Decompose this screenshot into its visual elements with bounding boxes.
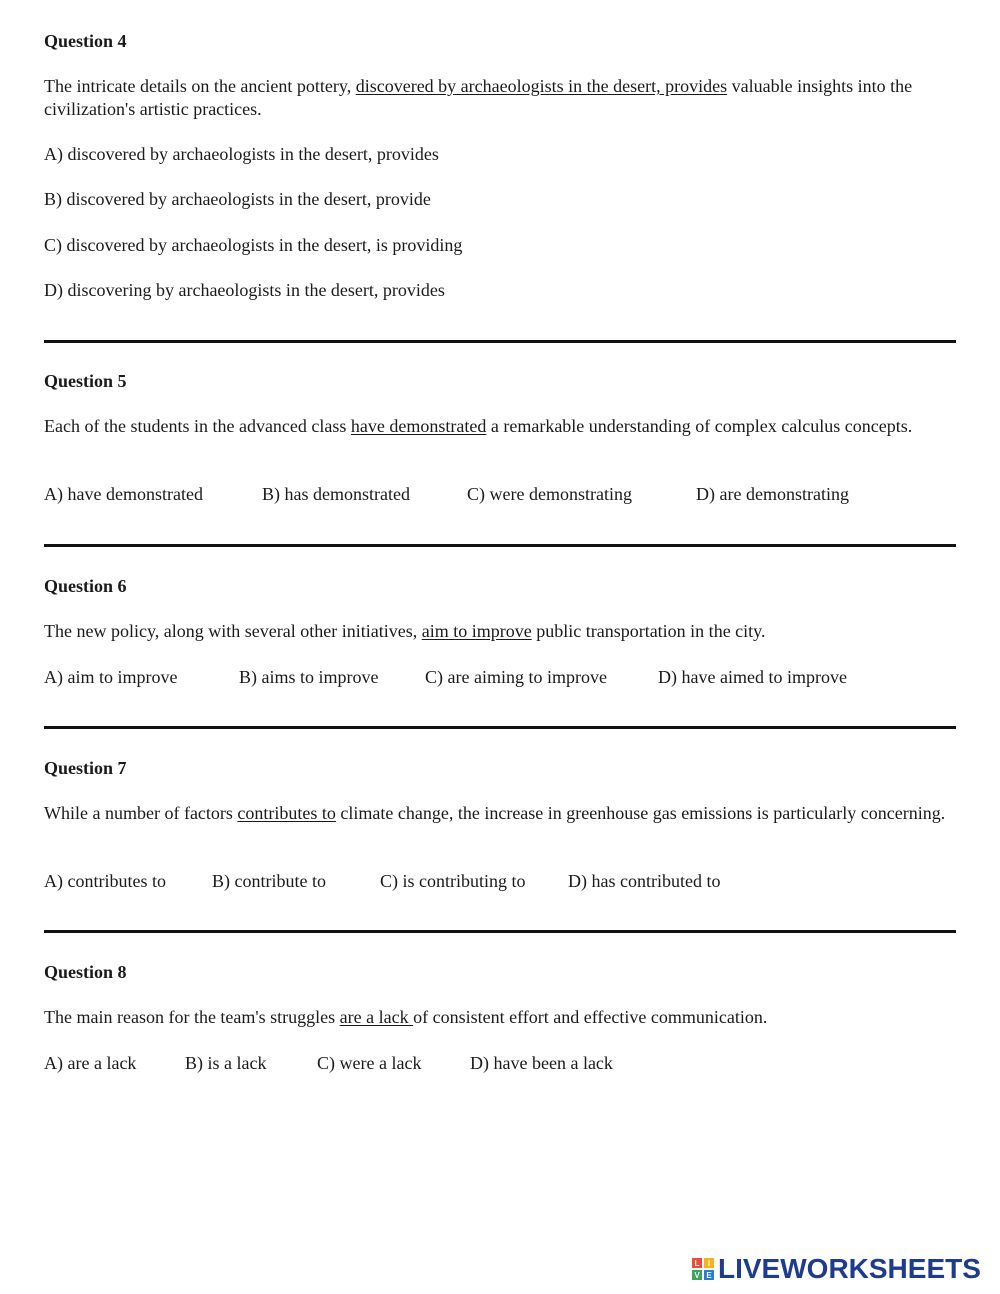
underlined-phrase: aim to improve [421, 621, 532, 641]
option-d[interactable]: D) discovering by archaeologists in the desert, provides [44, 280, 445, 300]
section-divider [44, 340, 956, 343]
question-8 [44, 961, 956, 1073]
stem-text: Each of the students in the advanced class [44, 416, 351, 436]
brand-name: LIVEWORKSHEETS [718, 1253, 981, 1284]
question-title: Question 8 [44, 962, 127, 982]
option-c[interactable]: C) are aiming to improve [425, 667, 607, 687]
option-c[interactable]: C) discovered by archaeologists in the desert, is providing [44, 235, 463, 255]
question-stem [44, 415, 956, 438]
option-b[interactable]: B) has demonstrated [262, 484, 410, 504]
question-stem [44, 802, 956, 825]
options-row [44, 666, 956, 688]
stem-text: The intricate details on the ancient pottery, [44, 76, 356, 96]
logo-letter: L [692, 1258, 702, 1268]
option-b[interactable]: B) is a lack [185, 1053, 267, 1073]
option-a[interactable]: A) aim to improve [44, 667, 178, 687]
options-row [44, 870, 956, 892]
question-title: Question 5 [44, 371, 127, 391]
option-d[interactable]: D) are demonstrating [696, 484, 849, 504]
option-c[interactable]: C) were a lack [317, 1053, 422, 1073]
question-7 [44, 757, 956, 891]
question-stem [44, 75, 956, 121]
stem-text: public transportation in the city. [531, 621, 766, 641]
section-divider [44, 930, 956, 933]
option-d[interactable]: D) have aimed to improve [658, 667, 847, 687]
question-stem [44, 620, 956, 643]
option-c[interactable]: C) is contributing to [380, 871, 526, 891]
logo-letter: E [704, 1270, 714, 1280]
question-stem [44, 1006, 956, 1029]
underlined-phrase: have demonstrated [350, 416, 487, 436]
question-6 [44, 575, 956, 687]
underlined-phrase: contributes to [237, 803, 336, 823]
options-row [44, 483, 956, 505]
option-a[interactable]: A) contributes to [44, 871, 166, 891]
section-divider [44, 544, 956, 547]
underlined-phrase: are a lack [339, 1007, 414, 1027]
question-title: Question 7 [44, 758, 127, 778]
liveworksheets-logo[interactable] [692, 1254, 981, 1284]
option-b[interactable]: B) aims to improve [239, 667, 379, 687]
stem-text: valuable insights into the civilization's artistic practices. [44, 76, 913, 119]
stem-text: While a number of factors [44, 803, 238, 823]
question-title: Question 4 [44, 31, 127, 51]
stem-text: climate change, the increase in greenhouse gas emissions is particularly concerning. [335, 803, 946, 823]
stem-text: of consistent effort and effective communication. [413, 1007, 768, 1027]
question-title: Question 6 [44, 576, 127, 596]
option-a[interactable]: A) are a lack [44, 1053, 137, 1073]
option-a[interactable]: A) have demonstrated [44, 484, 203, 504]
logo-mark-icon [692, 1258, 714, 1280]
option-d[interactable]: D) has contributed to [568, 871, 721, 891]
underlined-phrase: discovered by archaeologists in the desert, provides [355, 76, 728, 96]
stem-text: a remarkable understanding of complex calculus concepts. [486, 416, 913, 436]
question-4 [44, 30, 956, 300]
options-row [44, 1052, 956, 1074]
stem-text: The new policy, along with several other initiatives, [44, 621, 422, 641]
stem-text: The main reason for the team's struggles [44, 1007, 340, 1027]
option-a[interactable]: A) discovered by archaeologists in the desert, provides [44, 144, 439, 164]
option-b[interactable]: B) contribute to [212, 871, 326, 891]
option-b[interactable]: B) discovered by archaeologists in the desert, provide [44, 189, 431, 209]
option-c[interactable]: C) were demonstrating [467, 484, 632, 504]
section-divider [44, 726, 956, 729]
question-5 [44, 370, 956, 504]
logo-letter: I [704, 1258, 714, 1268]
logo-letter: V [692, 1270, 702, 1280]
option-d[interactable]: D) have been a lack [470, 1053, 613, 1073]
